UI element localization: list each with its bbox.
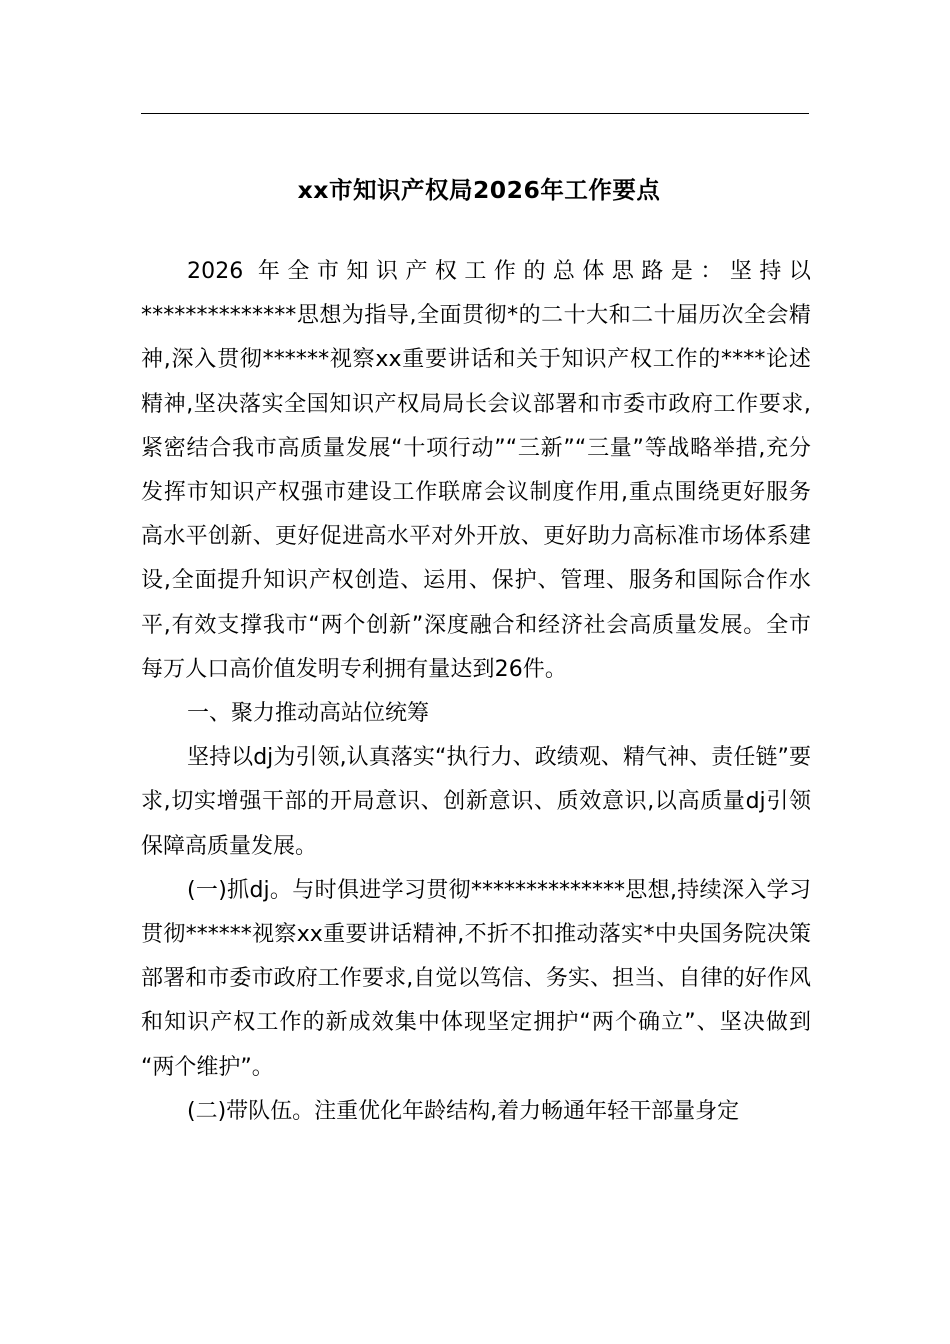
paragraph-item-2: (二)带队伍。注重优化年龄结构,着力畅通年轻干部量身定 bbox=[187, 1098, 740, 1124]
page-title: xx市知识产权局2026年工作要点 bbox=[297, 176, 661, 204]
title-spacer bbox=[141, 210, 811, 250]
paragraph-overview: 2026 年全市知识产权工作的总体思路是：坚持以**************思想为指导,全面贯彻*的二十大和二十届历次全会精神,深入贯彻******视察xx重要讲话和关于知识产权工作的****论述精神,坚决落实全国知识产权局局长会议部署和市委市政府工作要求,紧密结合我市高质量发展“十项行动”“三新”“三量”等战略举措,充分发挥市知识产权强市建设工作联席会议制度作用,重点围绕更好服务高水平创新、更好促进高水平对外开放、更好助力高标准市场体系建设,全面提升知识产权创造、运用、保护、管理、服务和国际合作水平,有效支撑我市“两个创新”深度融合和经济社会高质量发展。全市每万人口高价值发明专利拥有量达到26件。 bbox=[141, 259, 811, 682]
header-divider-rule bbox=[141, 113, 809, 114]
paragraph-section-1-body: 坚持以dj为引领,认真落实“执行力、政绩观、精气神、责任链”要求,切实增强干部的开局意识、创新意识、质效意识,以高质量dj引领保障高质量发展。 bbox=[141, 745, 811, 859]
paragraph-item-1: (一)抓dj。与时俱进学习贯彻**************思想,持续深入学习贯彻******视察xx重要讲话精神,不折不扣推动落实*中央国务院决策部署和市委市政府工作要求,自觉以笃信、务实、担当、自律的好作风和知识产权工作的新成效集中体现坚定拥护“两个确立”、坚决做到“两个维护”。 bbox=[141, 877, 811, 1080]
section-heading-1: 一、聚力推动高站位统筹 bbox=[187, 701, 430, 727]
document-body bbox=[141, 170, 811, 1134]
